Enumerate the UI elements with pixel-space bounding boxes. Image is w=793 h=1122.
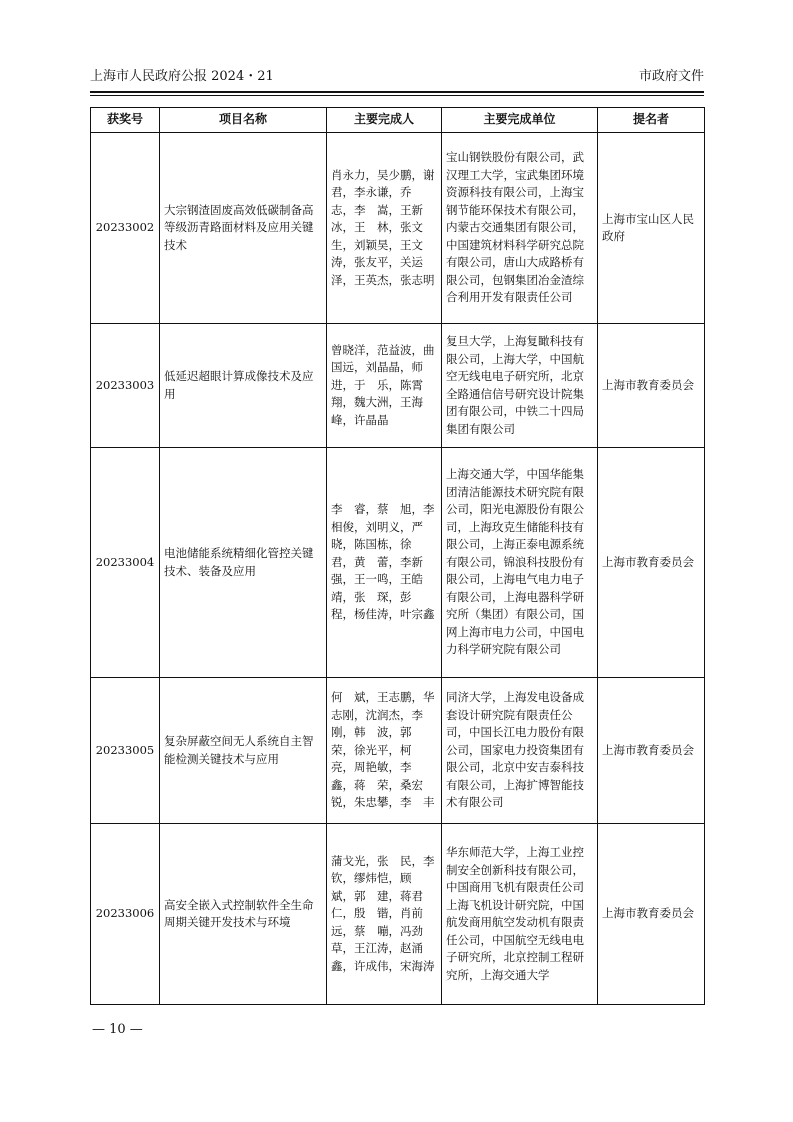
header-rule-thick (90, 91, 704, 93)
award-id: 20233005 (91, 678, 160, 824)
award-id: 20233003 (91, 324, 160, 448)
main-units: 复旦大学，上海复瞰科技有限公司，上海大学，中国航空无线电电子研究所，北京全路通信信号研究设计院集团有限公司，中铁二十四局集团有限公司 (442, 324, 598, 448)
table-row (91, 448, 705, 678)
page-header (90, 66, 704, 88)
main-people: 何 斌，王志鹏，华志刚，沈润杰，李 刚，韩 波，郭 荣，徐光平，柯 亮，周艳敏，李 鑫，蒋 荣，桑宏锐，朱忠攀，李 丰 (327, 678, 442, 824)
table-row (91, 324, 705, 448)
main-units: 同济大学，上海发电设备成套设计研究院有限责任公司，中国长江电力股份有限公司，国家电力投资集团有限公司，北京中安吉泰科技有限公司，上海扩博智能技术有限公司 (442, 678, 598, 824)
project-name: 高安全嵌入式控制软件全生命周期关键开发技术与环境 (160, 824, 327, 1005)
header-main-units: 主要完成单位 (442, 108, 598, 133)
header-project-name: 项目名称 (160, 108, 327, 133)
table-row (91, 824, 705, 1005)
section-title: 市政府文件 (638, 69, 704, 84)
nominator: 上海市宝山区人民政府 (598, 133, 705, 324)
nominator: 上海市教育委员会 (598, 448, 705, 678)
header-award-id: 获奖号 (91, 108, 160, 133)
main-units: 宝山钢铁股份有限公司，武汉理工大学，宝武集团环境资源科技有限公司，上海宝钢节能环保技术有限公司，内蒙古交通集团有限公司，中国建筑材料科学研究总院有限公司，唐山大成路桥有限公司，包钢集团冶金渣综合利用开发有限责任公司 (442, 133, 598, 324)
nominator: 上海市教育委员会 (598, 324, 705, 448)
main-people: 肖永力，吴少鹏，谢 君，李永谦，乔 志，李 嵩，王新冰，王 林，张文生，刘颖昊，王文涛，张友平，关运泽，王英杰，张志明 (327, 133, 442, 324)
page-number: — 10 — (92, 1022, 143, 1037)
main-people: 李 睿，蔡 旭，李相俊，刘明义，严 晓，陈国栋，徐 君，黄 蕾，李新强，王一鸣，王皓靖，张 琛，彭 程，杨佳涛，叶宗鑫 (327, 448, 442, 678)
awards-table (90, 107, 705, 1005)
main-units: 华东师范大学，上海工业控制安全创新科技有限公司，中国商用飞机有限责任公司上海飞机设计研究院，中国航发商用航空发动机有限责任公司，中国航空无线电电子研究所，北京控制工程研究所，上海交通大学 (442, 824, 598, 1005)
project-name: 大宗钢渣固废高效低碳制备高等级沥青路面材料及应用关键技术 (160, 133, 327, 324)
award-id: 20233006 (91, 824, 160, 1005)
header-main-people: 主要完成人 (327, 108, 442, 133)
main-people: 曾晓洋，范益波，曲国远，刘晶晶，师 进，于 乐，陈霄翔，魏大洲，王海峰，许晶晶 (327, 324, 442, 448)
table-header-row (91, 108, 705, 133)
award-id: 20233004 (91, 448, 160, 678)
project-name: 复杂屏蔽空间无人系统自主智能检测关键技术与应用 (160, 678, 327, 824)
nominator: 上海市教育委员会 (598, 678, 705, 824)
award-id: 20233002 (91, 133, 160, 324)
table-row (91, 133, 705, 324)
nominator: 上海市教育委员会 (598, 824, 705, 1005)
bulletin-title: 上海市人民政府公报 2024・21 (90, 69, 274, 84)
main-units: 上海交通大学，中国华能集团清洁能源技术研究院有限公司，阳光电源股份有限公司，上海玫克生储能科技有限公司，上海正泰电源系统有限公司，锦浪科技股份有限公司，上海电气电力电子有限公司，上海电器科学研究所（集团）有限公司，国网上海市电力公司，中国电力科学研究院有限公司 (442, 448, 598, 678)
project-name: 低延迟超眼计算成像技术及应用 (160, 324, 327, 448)
header-nominator: 提名者 (598, 108, 705, 133)
header-rule-thin (90, 95, 704, 96)
table-row (91, 678, 705, 824)
project-name: 电池储能系统精细化管控关键技术、装备及应用 (160, 448, 327, 678)
main-people: 蒲戈光，张 民，李 钦，缪炜恺，顾 斌，郭 建，蒋君仁，殷 锴，肖前远，蔡 嘣，冯劲草，王江涛，赵涌鑫，许成伟，宋海涛 (327, 824, 442, 1005)
